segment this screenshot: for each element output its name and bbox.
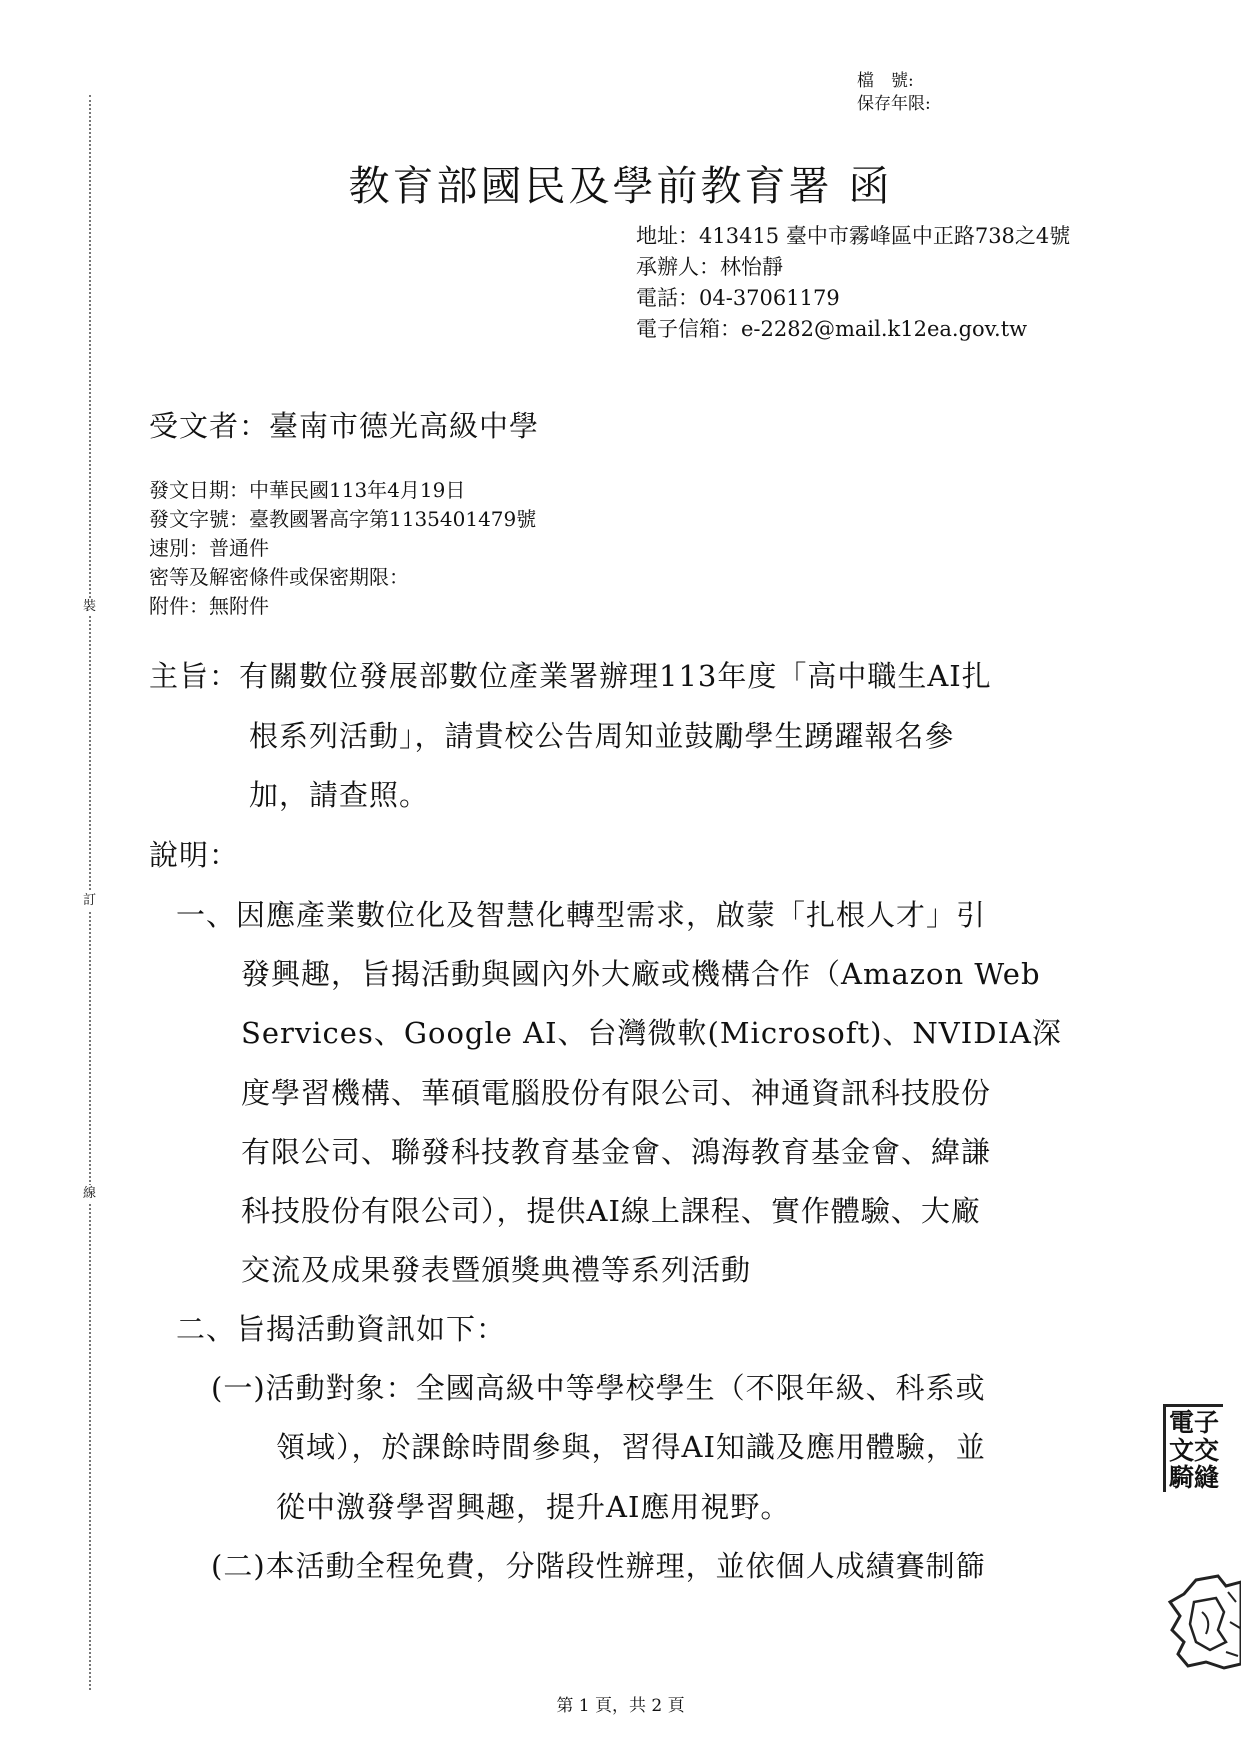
item1-line: Services、Google AI、台灣微軟(Microsoft)、NVIDIA深	[241, 1016, 1062, 1050]
binding-mark-ding: 訂	[83, 893, 97, 908]
recipient: 受文者：臺南市德光高級中學	[149, 409, 540, 443]
explanation-label: 說明：	[149, 838, 240, 872]
issue-number: 發文字號：臺教國署高字第1135401479號	[149, 507, 537, 531]
item1-line: 度學習機構、華碩電腦股份有限公司、神通資訊科技股份	[241, 1076, 992, 1110]
handler: 承辦人：林怡靜	[636, 255, 783, 279]
retention-period: 保存年限:	[857, 94, 931, 114]
speed-class: 速別：普通件	[149, 536, 269, 560]
item1-line: 有限公司、聯發科技教育基金會、鴻海教育基金會、緯謙	[241, 1135, 992, 1169]
page-footer: 第 1 頁，共 2 頁	[556, 1696, 685, 1716]
email: 電子信箱：e-2282@mail.k12ea.gov.tw	[636, 317, 1028, 341]
subject-line: 主旨：有關數位發展部數位產業署辦理113年度「高中職生AI扎	[149, 659, 992, 693]
attachment: 附件：無附件	[149, 594, 269, 618]
subject-line: 根系列活動」，請貴校公告周知並鼓勵學生踴躍報名參	[249, 719, 955, 753]
seam-stamp-line: 文交	[1169, 1436, 1220, 1465]
file-number: 檔 號:	[857, 71, 914, 91]
binding-mark-zhuang: 裝	[83, 599, 97, 614]
item1-line: 一、因應產業數位化及智慧化轉型需求，啟蒙「扎根人才」引	[176, 898, 987, 932]
item1-line: 科技股份有限公司），提供AI線上課程、實作體驗、大廠	[241, 1194, 981, 1228]
phone: 電話：04-37061179	[636, 286, 840, 310]
seam-stamp-line: 電子	[1169, 1408, 1220, 1437]
sub1-line: 領域），於課餘時間參與，習得AI知識及應用體驗，並	[276, 1430, 986, 1464]
address: 地址：413415 臺中市霧峰區中正路738之4號	[636, 224, 1071, 248]
contact-block	[636, 221, 1106, 345]
sub2-line: (二)本活動全程免費，分階段性辦理，並依個人成績賽制篩	[211, 1549, 986, 1583]
issuance-info	[149, 476, 536, 621]
seam-stamp	[1163, 1404, 1223, 1492]
secrecy-level: 密等及解密條件或保密期限：	[149, 565, 409, 589]
sub1-line: (一)活動對象：全國高級中等學校學生（不限年級、科系或	[211, 1371, 986, 1405]
seam-stamp-line: 騎縫	[1169, 1463, 1220, 1492]
sub1-line: 從中激發學習興趣，提升AI應用視野。	[276, 1490, 791, 1524]
item2-line: 二、旨揭活動資訊如下：	[176, 1312, 507, 1346]
item1-line: 交流及成果發表暨頒獎典禮等系列活動	[241, 1253, 752, 1287]
binding-mark-xian: 線	[83, 1186, 97, 1201]
item1-line: 發興趣，旨揭活動與國內外大廠或機構合作（Amazon Web	[241, 957, 1041, 991]
seal-icon	[1166, 1572, 1241, 1672]
subject-line: 加，請查照。	[249, 778, 430, 812]
document-title: 教育部國民及學前教育署 函	[348, 162, 893, 210]
issue-date: 發文日期：中華民國113年4月19日	[149, 478, 466, 502]
file-meta	[857, 70, 931, 116]
